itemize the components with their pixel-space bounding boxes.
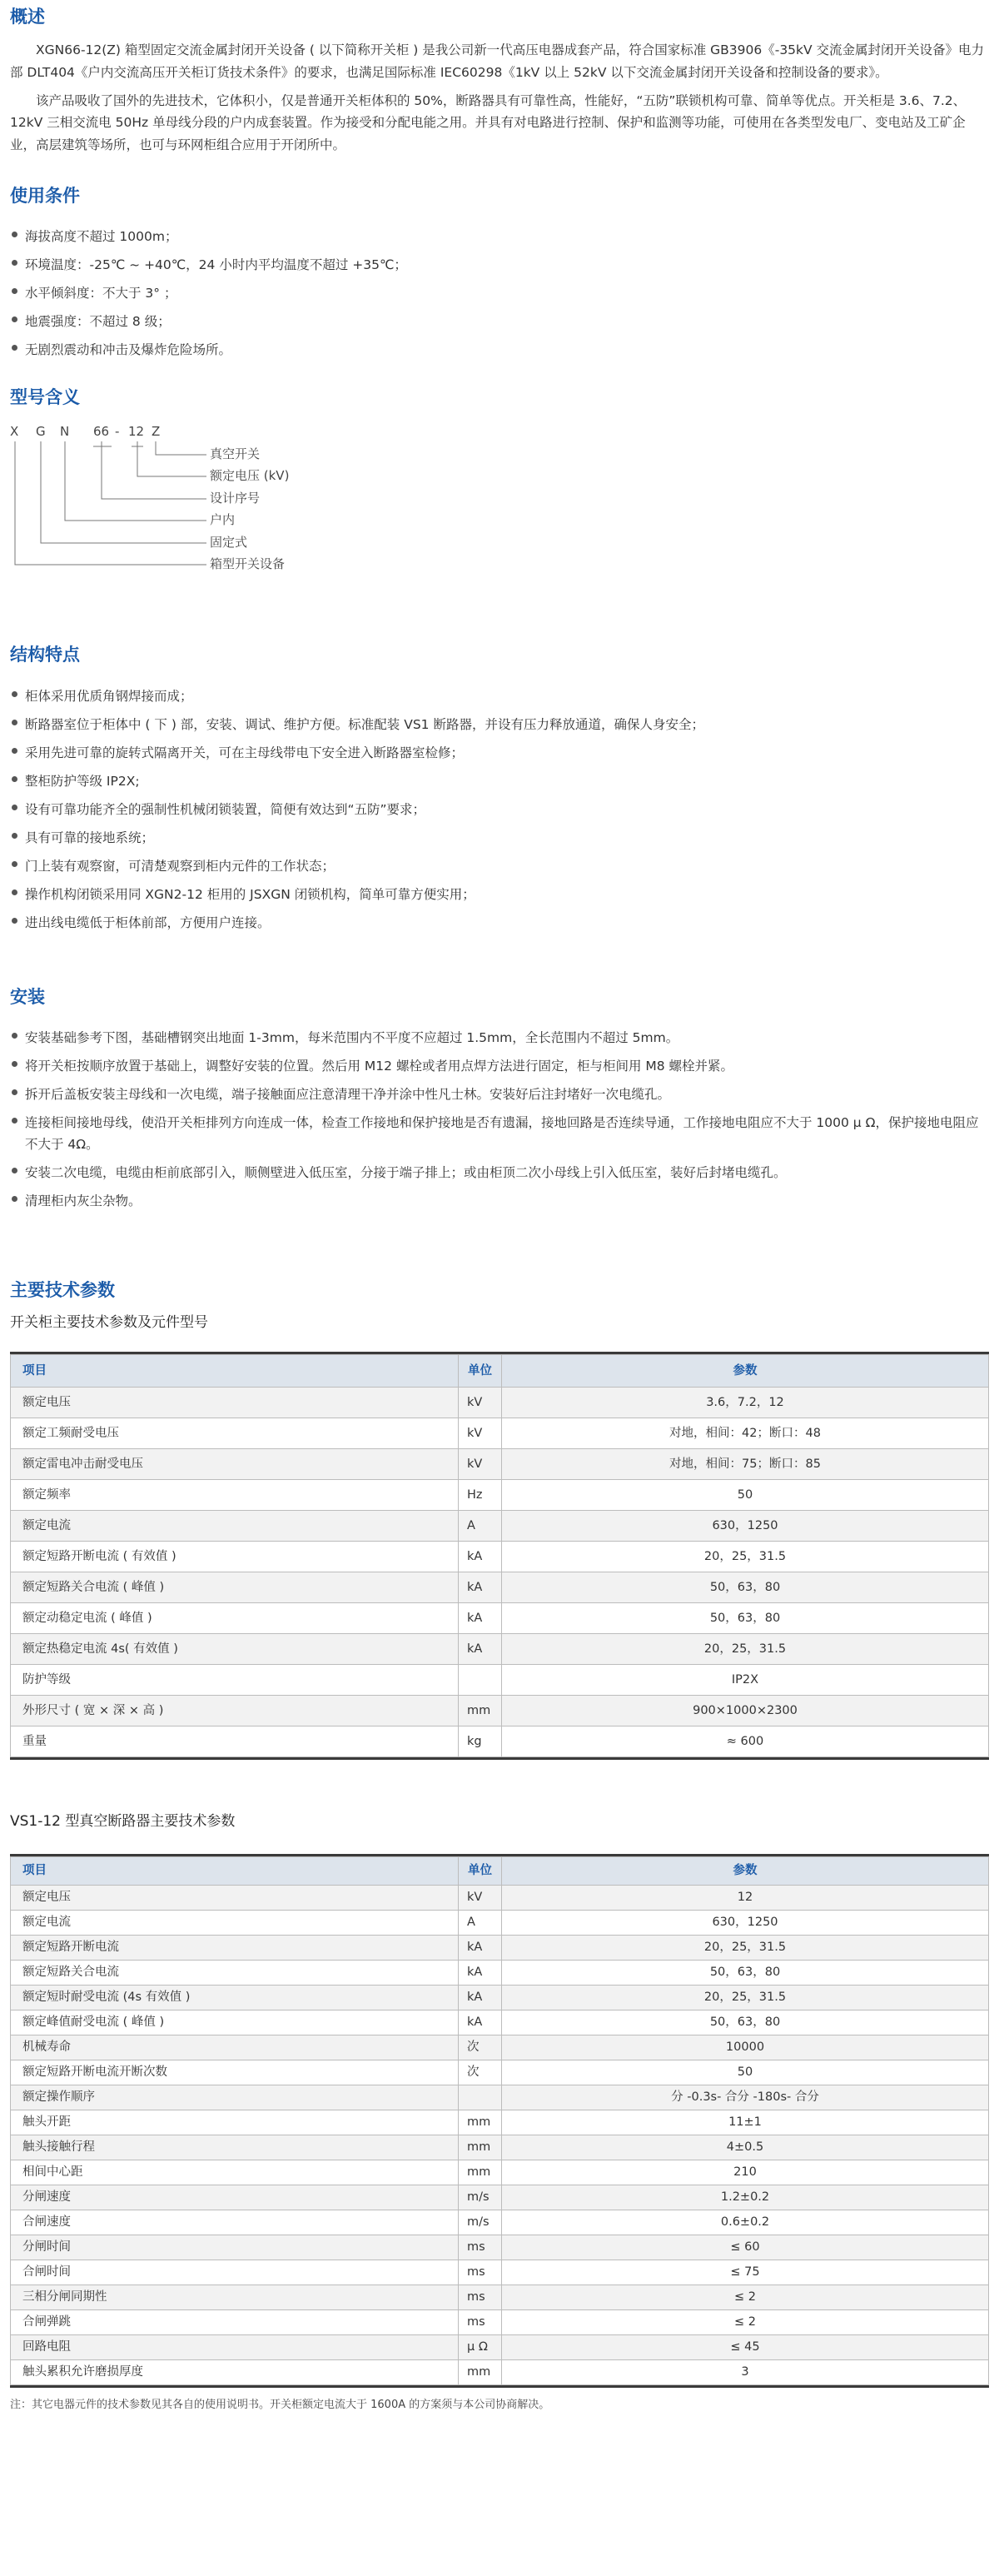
install-section — [0, 985, 999, 1214]
table-row — [11, 1572, 989, 1602]
cell-value: 4±0.5 — [502, 2135, 989, 2160]
cell-item: 额定操作顺序 — [11, 2085, 459, 2110]
model-dash: - — [115, 423, 120, 439]
table1-body — [11, 1387, 989, 1756]
model-bracket-lines — [10, 421, 226, 605]
install-title: 安装 — [10, 987, 45, 1008]
cell-unit: kA — [459, 1960, 502, 1985]
cell-item: 额定电流 — [11, 1510, 459, 1541]
cell-value: 50，63，80 — [502, 1602, 989, 1633]
cell-unit: ms — [459, 2235, 502, 2260]
cell-item: 额定短路关合电流 — [11, 1960, 459, 1985]
params-section — [0, 1278, 999, 1303]
table-row — [11, 2260, 989, 2285]
table1-wrapper — [10, 1352, 989, 1760]
cell-item: 分闸速度 — [11, 2185, 459, 2210]
install-list — [10, 1024, 989, 1215]
cell-item: 触头接触行程 — [11, 2135, 459, 2160]
cell-item: 触头累积允许磨损厚度 — [11, 2359, 459, 2384]
cell-item: 回路电阻 — [11, 2334, 459, 2359]
cell-item: 外形尺寸 ( 宽 × 深 × 高 ) — [11, 1695, 459, 1726]
structure-section — [0, 643, 999, 937]
list-item: 设有可靠功能齐全的强制性机械闭锁装置，简便有效达到“五防”要求； — [10, 795, 989, 824]
cell-value: 210 — [502, 2160, 989, 2185]
conditions-section — [0, 184, 999, 363]
cell-unit: m/s — [459, 2185, 502, 2210]
list-item: 水平倾斜度：不大于 3° ； — [10, 279, 989, 307]
table-row — [11, 2210, 989, 2235]
cell-value: 900×1000×2300 — [502, 1695, 989, 1726]
cell-item: 三相分闸同期性 — [11, 2285, 459, 2309]
cell-unit: m/s — [459, 2210, 502, 2235]
table-row — [11, 2359, 989, 2384]
overview-paragraph-2: 该产品吸收了国外的先进技术，它体积小，仅是普通开关柜体积的 50%，断路器具有可靠性高，性能好，“五防”联锁机构可靠、简单等优点。开关柜是 3.6、7.2、12kV 三相交流电 50Hz 单母线分段的户内成套装置。作为接受和分配电能之用。并具有对电路进行控制、保护和监测等功能，可使用在各类型发电厂、变电站及工矿企业，高层建筑等场所，也可与环网柜组合应用于开闭所中。 — [10, 93, 967, 152]
list-item: 连接柜间接地母线，使沿开关柜排列方向连成一体，检查工作接地和保护接地是否有遗漏，接地回路是否连续导通，工作接地电阻应不大于 1000 μ Ω，保护接地电阻应不大于 4Ω。 — [10, 1109, 989, 1158]
table-row — [11, 2235, 989, 2260]
overview-title: 概述 — [10, 7, 45, 27]
cell-item: 额定热稳定电流 4s( 有效值 ) — [11, 1633, 459, 1664]
cell-unit: μ Ω — [459, 2334, 502, 2359]
list-item: 安装二次电缆，电缆由柜前底部引入，顺侧壁进入低压室，分接于端子排上；或由柜顶二次小母线上引入低压室，装好后封堵电缆孔。 — [10, 1158, 989, 1187]
cell-item: 相间中心距 — [11, 2160, 459, 2185]
list-item: 门上装有观察窗，可清楚观察到柜内元件的工作状态； — [10, 852, 989, 880]
cell-value: 20，25，31.5 — [502, 1633, 989, 1664]
cell-item: 额定工频耐受电压 — [11, 1418, 459, 1448]
header-unit: 单位 — [459, 1354, 502, 1387]
model-letter-n: N — [60, 423, 70, 439]
table-row — [11, 1387, 989, 1418]
structure-list — [10, 682, 989, 937]
table-header-row — [11, 1856, 989, 1885]
cell-item: 额定频率 — [11, 1479, 459, 1510]
header-value: 参数 — [502, 1354, 989, 1387]
cell-unit: kA — [459, 1935, 502, 1960]
table-row — [11, 2110, 989, 2135]
cell-item: 额定短路开断电流开断次数 — [11, 2060, 459, 2085]
table1 — [10, 1354, 989, 1757]
cell-unit: kV — [459, 1885, 502, 1910]
cell-unit: mm — [459, 2160, 502, 2185]
table-row — [11, 1510, 989, 1541]
cell-unit: kA — [459, 1985, 502, 2010]
table-row — [11, 1695, 989, 1726]
model-meaning-vacuum-switch: 真空开关 — [210, 446, 261, 461]
table-row — [11, 2285, 989, 2309]
cell-value: ≤ 2 — [502, 2309, 989, 2334]
cell-value: ≤ 45 — [502, 2334, 989, 2359]
overview-section — [0, 0, 999, 156]
cell-item: 额定电压 — [11, 1387, 459, 1418]
cell-unit: kA — [459, 2010, 502, 2035]
table-row — [11, 1664, 989, 1695]
cell-value: 20，25，31.5 — [502, 1541, 989, 1572]
model-section — [0, 386, 999, 605]
table-row — [11, 2334, 989, 2359]
model-letter-x: X — [10, 423, 19, 439]
table-row — [11, 1479, 989, 1510]
overview-paragraph-1: XGN66-12(Z) 箱型固定交流金属封闭开关设备 ( 以下简称开关柜 ) 是我公司新一代高压电器成套产品，符合国家标准 GB3906《-35kV 交流金属封闭开关设备》电力部 DLT404《户内交流高压开关柜订货技术条件》的要求，也满足国际标准 IEC60298《1kV 以上 52kV 以下交流金属封闭开关设备和控制设备的要求》。 — [10, 42, 985, 80]
cell-unit — [459, 1664, 502, 1695]
cell-item: 触头开距 — [11, 2110, 459, 2135]
table-row — [11, 2309, 989, 2334]
cell-value: 630，1250 — [502, 1510, 989, 1541]
conditions-list — [10, 222, 989, 364]
list-item: 采用先进可靠的旋转式隔离开关，可在主母线带电下安全进入断路器室检修； — [10, 739, 989, 767]
cell-item: 额定动稳定电流 ( 峰值 ) — [11, 1602, 459, 1633]
table-row — [11, 2085, 989, 2110]
cell-item: 机械寿命 — [11, 2035, 459, 2060]
table-row — [11, 2060, 989, 2085]
table1-title: 开关柜主要技术参数及元件型号 — [10, 1314, 208, 1332]
model-diagram — [10, 421, 989, 605]
table-row — [11, 1960, 989, 1985]
cell-value: 3 — [502, 2359, 989, 2384]
cell-unit: ms — [459, 2285, 502, 2309]
model-meaning-design-number: 设计序号 — [210, 490, 261, 506]
cell-item: 额定短路关合电流 ( 峰值 ) — [11, 1572, 459, 1602]
table-row — [11, 2160, 989, 2185]
list-item: 柜体采用优质角钢焊接而成； — [10, 682, 989, 710]
cell-value: ≤ 75 — [502, 2260, 989, 2285]
list-item: 地震强度：不超过 8 级； — [10, 307, 989, 336]
model-number-12: 12 — [128, 423, 145, 439]
cell-item: 重量 — [11, 1726, 459, 1756]
header-item: 项目 — [11, 1354, 459, 1387]
cell-item: 防护等级 — [11, 1664, 459, 1695]
cell-unit — [459, 2085, 502, 2110]
cell-value: 对地，相间：75；断口：85 — [502, 1448, 989, 1479]
cell-value: ≤ 60 — [502, 2235, 989, 2260]
list-item: 安装基础参考下图，基础槽钢突出地面 1-3mm，每米范围内不平度不应超过 1.5mm，全长范围内不超过 5mm。 — [10, 1024, 989, 1052]
table2 — [10, 1856, 989, 2385]
table-row — [11, 1418, 989, 1448]
cell-value: 对地，相间：42；断口：48 — [502, 1418, 989, 1448]
cell-value: 50 — [502, 1479, 989, 1510]
model-letter-g: G — [36, 423, 46, 439]
model-meaning-indoor: 户内 — [210, 511, 236, 527]
list-item: 环境温度：-25℃ ~ +40℃，24 小时内平均温度不超过 +35℃； — [10, 251, 989, 279]
cell-value: 分 -0.3s- 合分 -180s- 合分 — [502, 2085, 989, 2110]
cell-item: 分闸时间 — [11, 2235, 459, 2260]
cell-unit: A — [459, 1910, 502, 1935]
list-item: 具有可靠的接地系统； — [10, 824, 989, 852]
table2-wrapper — [10, 1854, 989, 2388]
params-title: 主要技术参数 — [10, 1279, 115, 1300]
table-row — [11, 1602, 989, 1633]
footnote: 注：其它电器元件的技术参数见其各自的使用说明书。开关柜额定电流大于 1600A 的方案须与本公司协商解决。 — [10, 2398, 550, 2411]
model-meaning-fixed: 固定式 — [210, 534, 248, 550]
cell-unit: 次 — [459, 2060, 502, 2085]
cell-item: 额定短路开断电流 ( 有效值 ) — [11, 1541, 459, 1572]
table-row — [11, 1726, 989, 1756]
table-header-row — [11, 1354, 989, 1387]
cell-value: 50，63，80 — [502, 1572, 989, 1602]
cell-value: 50，63，80 — [502, 1960, 989, 1985]
cell-item: 额定峰值耐受电流 ( 峰值 ) — [11, 2010, 459, 2035]
cell-unit: Hz — [459, 1479, 502, 1510]
table2-body — [11, 1885, 989, 2384]
cell-item: 额定短时耐受电流 (4s 有效值 ) — [11, 1985, 459, 2010]
list-item: 拆开后盖板安装主母线和一次电缆，端子接触面应注意清理干净并涂中性凡士林。安装好后注封堵好一次电缆孔。 — [10, 1080, 989, 1109]
cell-value: 11±1 — [502, 2110, 989, 2135]
cell-item: 合闸时间 — [11, 2260, 459, 2285]
cell-item: 额定电流 — [11, 1910, 459, 1935]
table-row — [11, 1910, 989, 1935]
cell-value: 50 — [502, 2060, 989, 2085]
model-letter-z: Z — [152, 423, 161, 439]
list-item: 将开关柜按顺序放置于基础上，调整好安装的位置。然后用 M12 螺栓或者用点焊方法进行固定，柜与柜间用 M8 螺栓并紧。 — [10, 1052, 989, 1080]
table-row — [11, 1985, 989, 2010]
table-row — [11, 1448, 989, 1479]
cell-value: 20，25，31.5 — [502, 1985, 989, 2010]
header-unit: 单位 — [459, 1856, 502, 1885]
cell-unit: kA — [459, 1541, 502, 1572]
cell-unit: mm — [459, 2135, 502, 2160]
cell-unit: ms — [459, 2309, 502, 2334]
cell-value: 20，25，31.5 — [502, 1935, 989, 1960]
cell-unit: kV — [459, 1418, 502, 1448]
cell-unit: kA — [459, 1633, 502, 1664]
list-item: 无剧烈震动和冲击及爆炸危险场所。 — [10, 336, 989, 364]
model-meaning-box-type: 箱型开关设备 — [210, 556, 286, 571]
cell-value: 12 — [502, 1885, 989, 1910]
table-row — [11, 1541, 989, 1572]
cell-unit: ms — [459, 2260, 502, 2285]
list-item: 断路器室位于柜体中 ( 下 ) 部，安装、调试、维护方便。标准配装 VS1 断路器，并设有压力释放通道，确保人身安全； — [10, 710, 989, 739]
model-meaning-rated-voltage: 额定电压 (kV) — [210, 467, 290, 483]
cell-item: 额定短路开断电流 — [11, 1935, 459, 1960]
table-row — [11, 2010, 989, 2035]
list-item: 整柜防护等级 IP2X; — [10, 767, 989, 795]
cell-value: ≈ 600 — [502, 1726, 989, 1756]
cell-value: 3.6，7.2，12 — [502, 1387, 989, 1418]
cell-value: IP2X — [502, 1664, 989, 1695]
header-item: 项目 — [11, 1856, 459, 1885]
list-item: 操作机构闭锁采用同 XGN2-12 柜用的 JSXGN 闭锁机构，简单可靠方便实用； — [10, 880, 989, 909]
cell-value: 1.2±0.2 — [502, 2185, 989, 2210]
table-row — [11, 2035, 989, 2060]
cell-value: ≤ 2 — [502, 2285, 989, 2309]
table-row — [11, 1633, 989, 1664]
cell-unit: mm — [459, 2359, 502, 2384]
list-item: 进出线电缆低于柜体前部，方便用户连接。 — [10, 909, 989, 937]
cell-item: 额定雷电冲击耐受电压 — [11, 1448, 459, 1479]
cell-unit: kg — [459, 1726, 502, 1756]
cell-unit: kV — [459, 1448, 502, 1479]
cell-value: 0.6±0.2 — [502, 2210, 989, 2235]
structure-title: 结构特点 — [10, 644, 80, 665]
model-title: 型号含义 — [10, 386, 80, 407]
cell-value: 10000 — [502, 2035, 989, 2060]
cell-unit: 次 — [459, 2035, 502, 2060]
cell-item: 额定电压 — [11, 1885, 459, 1910]
table2-title: VS1-12 型真空断路器主要技术参数 — [10, 1812, 236, 1830]
cell-unit: kV — [459, 1387, 502, 1418]
table-row — [11, 2185, 989, 2210]
cell-unit: mm — [459, 2110, 502, 2135]
list-item: 海拔高度不超过 1000m； — [10, 222, 989, 251]
header-value: 参数 — [502, 1856, 989, 1885]
conditions-title: 使用条件 — [10, 186, 80, 207]
table-row — [11, 2135, 989, 2160]
table-row — [11, 1885, 989, 1910]
cell-item: 合闸速度 — [11, 2210, 459, 2235]
cell-value: 630，1250 — [502, 1910, 989, 1935]
cell-unit: kA — [459, 1572, 502, 1602]
cell-unit: kA — [459, 1602, 502, 1633]
cell-unit: A — [459, 1510, 502, 1541]
list-item: 清理柜内灰尘杂物。 — [10, 1187, 989, 1215]
cell-item: 合闸弹跳 — [11, 2309, 459, 2334]
cell-unit: mm — [459, 1695, 502, 1726]
table-row — [11, 1935, 989, 1960]
model-number-66: 66 — [93, 423, 110, 439]
cell-value: 50，63，80 — [502, 2010, 989, 2035]
